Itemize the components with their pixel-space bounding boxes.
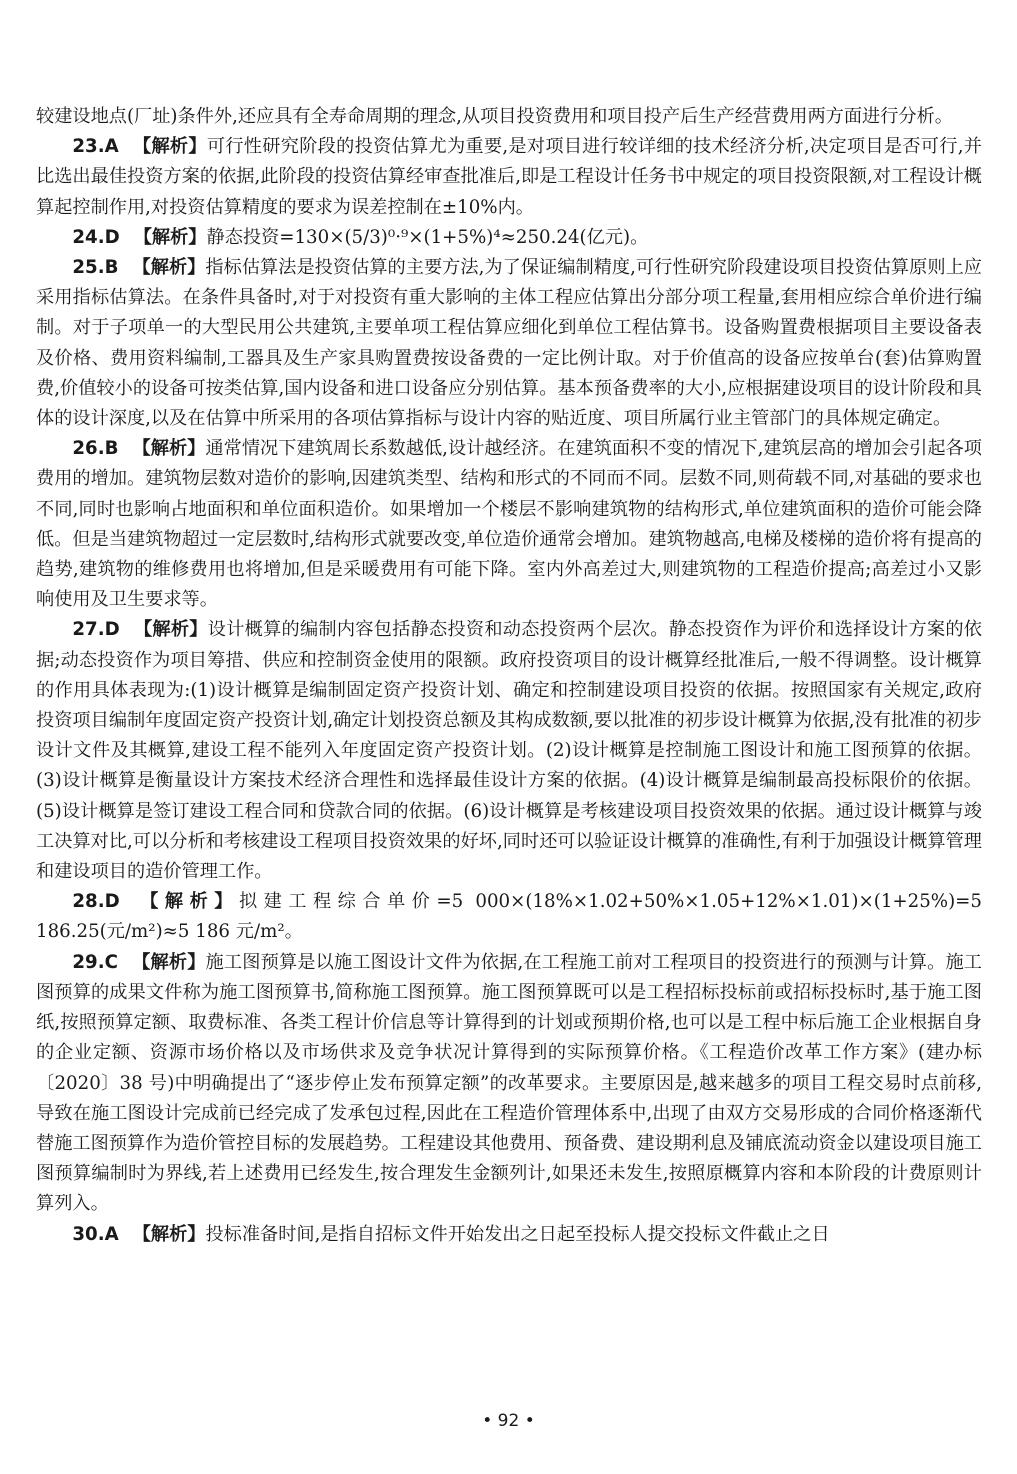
question-number: 26. xyxy=(72,438,105,460)
answer-item xyxy=(36,132,982,223)
answer-item xyxy=(36,253,982,434)
analysis-tag: 【解析】 xyxy=(132,1223,206,1245)
answer-letter: A xyxy=(104,136,119,158)
analysis-text: 投标准备时间,是指自招标文件开始发出之日起至投标人提交投标文件截止之日 xyxy=(205,1223,830,1245)
answer-letter: C xyxy=(104,951,118,973)
analysis-tag: 【解析】 xyxy=(133,226,207,248)
analysis-tag: 【解析】 xyxy=(132,438,206,460)
answer-letter: D xyxy=(104,226,120,248)
analysis-text: 施工图预算是以施工图设计文件为依据,在工程施工前对工程项目的投资进行的预测与计算。施工图预算的成果文件称为施工图预算书,简称施工图预算。施工图预算既可以是工程招标投标前或招标投标时,基于施工图纸,按照预算定额、取费标准、各类工程计价信息等计算得到的计划或预期价格,也可以是工程中标后施工企业根据自身的企业定额、资源市场价格以及市场供求及竞争状况计算得到的实际预算价格。《工程造价改革工作方案》(建办标〔2020〕38 号)中明确提出了“逐步停止发布预算定额”的改革要求。主要原因是,越来越多的项目工程交易时点前移,导致在施工图设计完成前已经完成了发承包过程,因此在工程造价管理体系中,出现了由双方交易形成的合同价格逐渐代替施工图预算作为造价管控目标的发展趋势。工程建设其他费用、预备费、建设期利息及铺底流动资金以建设项目施工图预算编制时为界线,若上述费用已经发生,按合理发生金额列计,如果还未发生,按照原概算内容和本阶段的计费原则计算列入。 xyxy=(36,951,982,1215)
intro-paragraph: 较建设地点(厂址)条件外,还应具有全寿命周期的理念,从项目投资费用和项目投产后生产经营费用两方面进行分析。 xyxy=(36,106,953,127)
answer-letter: A xyxy=(104,1223,119,1245)
answer-letter: B xyxy=(104,257,119,279)
answer-letter: D xyxy=(104,891,120,913)
analysis-text: 可行性研究阶段的投资估算尤为重要,是对项目进行较详细的技术经济分析,决定项目是否可行,并比选出最佳投资方案的依据,此阶段的投资估算经审查批准后,即是工程设计任务书中规定的项目投资限额,对工程设计概算起控制作用,对投资估算精度的要求为误差控制在±10%内。 xyxy=(36,136,982,218)
question-number: 28. xyxy=(72,891,105,913)
analysis-tag: 【解析】 xyxy=(132,257,206,279)
question-number: 23. xyxy=(72,136,105,158)
analysis-tag: 【解析】 xyxy=(133,891,239,913)
answer-letter: D xyxy=(104,619,120,641)
analysis-text: 设计概算的编制内容包括静态投资和动态投资两个层次。静态投资作为评价和选择设计方案的依据;动态投资作为项目筹措、供应和控制资金使用的限额。政府投资项目的设计概算经批准后,一般不得调整。设计概算的作用具体表现为:(1)设计概算是编制固定资产投资计划、确定和控制建设项目投资的依据。按照国家有关规定,政府投资项目编制年度固定资产投资计划,确定计划投资总额及其构成数额,要以批准的初步设计概算为依据,没有批准的初步设计文件及其概算,建设工程不能列入年度固定资产投资计划。(2)设计概算是控制施工图设计和施工图预算的依据。(3)设计概算是衡量设计方案技术经济合理性和选择最佳设计方案的依据。(4)设计概算是编制最高投标限价的依据。(5)设计概算是签订建设工程合同和贷款合同的依据。(6)设计概算是考核建设项目投资效果的依据。通过设计概算与竣工决算对比,可以分析和考核建设工程项目投资效果的好坏,同时还可以验证设计概算的准确性,有利于加强设计概算管理和建设项目的造价管理工作。 xyxy=(36,619,982,883)
question-number: 27. xyxy=(72,619,105,641)
analysis-text: 指标估算法是投资估算的主要方法,为了保证编制精度,可行性研究阶段建设项目投资估算原则上应采用指标估算法。在条件具备时,对于对投资有重大影响的主体工程应估算出分部分项工程量,套用相应综合单价进行编制。对于子项单一的大型民用公共建筑,主要单项工程估算应细化到单位工程估算书。设备购置费根据项目主要设备表及价格、费用资料编制,工器具及生产家具购置费按设备费的一定比例计取。对于价值高的设备应按单台(套)估算购置费,价值较小的设备可按类估算,国内设备和进口设备应分别估算。基本预备费率的大小,应根据建设项目的设计阶段和具体的设计深度,以及在估算中所采用的各项估算指标与设计内容的贴近度、项目所属行业主管部门的具体规定确定。 xyxy=(36,257,982,430)
analysis-text: 静态投资=130×(5/3)⁰·⁹×(1+5%)⁴≈250.24(亿元)。 xyxy=(206,226,649,248)
answer-item xyxy=(36,223,982,253)
question-number: 25. xyxy=(72,257,105,279)
answer-item xyxy=(36,615,982,887)
question-number: 29. xyxy=(72,951,105,973)
answer-list xyxy=(36,132,982,1250)
question-number: 30. xyxy=(72,1223,105,1245)
answer-item xyxy=(36,887,982,947)
analysis-text: 通常情况下建筑周长系数越低,设计越经济。在建筑面积不变的情况下,建筑层高的增加会引起各项费用的增加。建筑物层数对造价的影响,因建筑类型、结构和形式的不同而不同。层数不同,则荷载不同,对基础的要求也不同,同时也影响占地面积和单位面积造价。如果增加一个楼层不影响建筑物的结构形式,单位建筑面积的造价可能会降低。但是当建筑物超过一定层数时,结构形式就要改变,单位造价通常会增加。建筑物越高,电梯及楼梯的造价将有提高的趋势,建筑物的维修费用也将增加,但是采暖费用有可能下降。室内外高差过大,则建筑物的工程造价提高;高差过小又影响使用及卫生要求等。 xyxy=(36,438,982,611)
analysis-tag: 【解析】 xyxy=(132,136,207,158)
answer-letter: B xyxy=(104,438,119,460)
page-number: • 92 • xyxy=(482,1411,535,1431)
analysis-tag: 【解析】 xyxy=(131,951,206,973)
analysis-text: 拟建工程综合单价=5 000×(18%×1.02+50%×1.05+12%×1.01)×(1+25%)=5 186.25(元/m²)≈5 186 元/m²。 xyxy=(36,891,982,943)
answer-page xyxy=(36,102,982,1250)
analysis-tag: 【解析】 xyxy=(133,619,208,641)
question-number: 24. xyxy=(72,226,105,248)
answer-item xyxy=(36,434,982,615)
answer-item xyxy=(36,1220,982,1250)
answer-item xyxy=(36,948,982,1220)
